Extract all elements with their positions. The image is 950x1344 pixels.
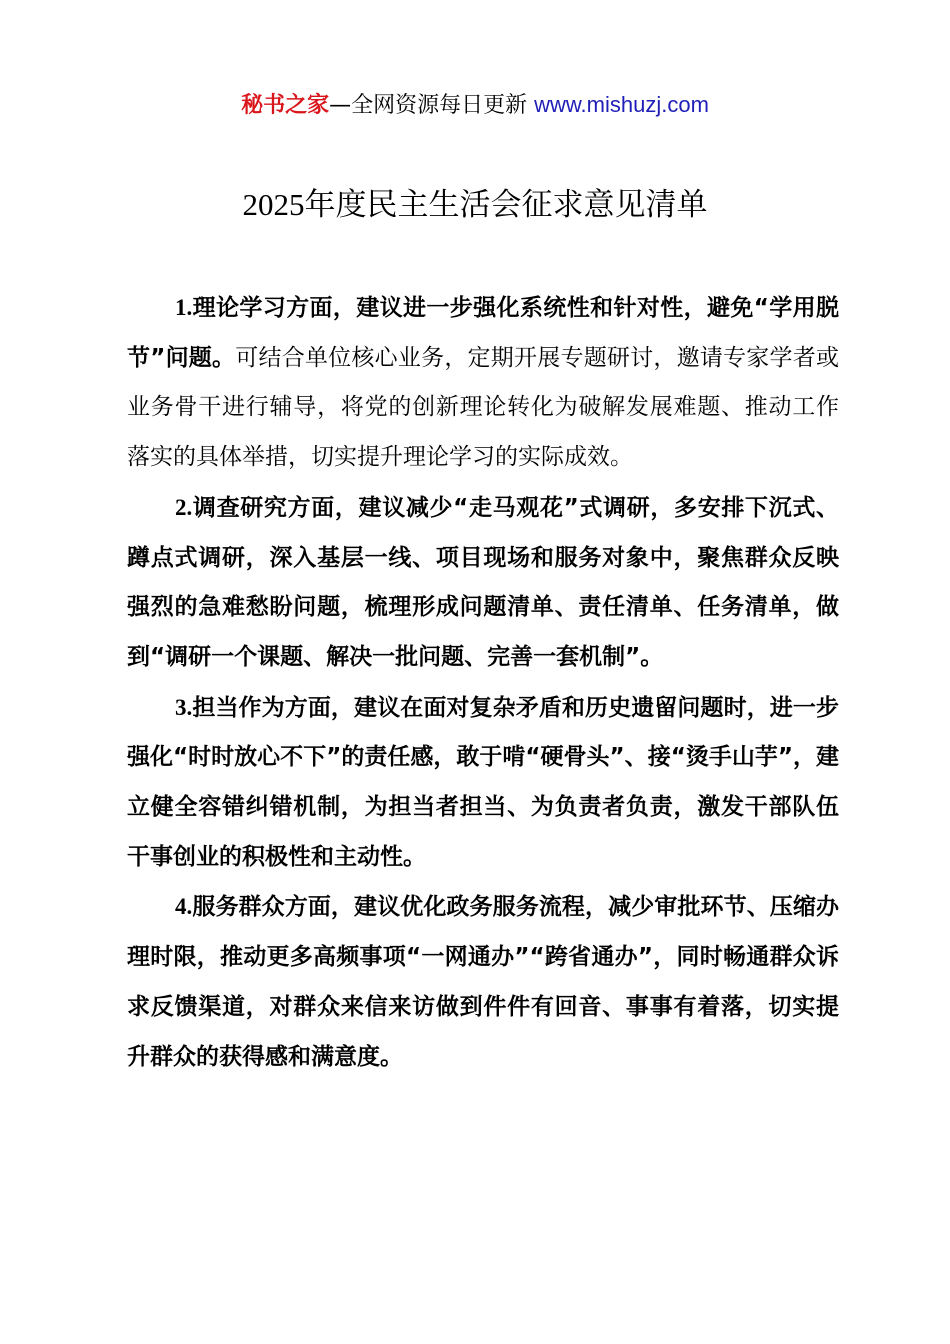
document-body — [127, 283, 839, 1082]
item-number: 1. — [175, 295, 193, 320]
site-tagline: —全网资源每日更新 — [329, 93, 535, 118]
list-item — [127, 283, 839, 483]
item-number: 3. — [175, 694, 193, 720]
brand-name: 秘书之家 — [241, 93, 330, 118]
title-year: 2025 — [242, 187, 305, 222]
item-bold-text: 服务群众方面，建议优化政务服务流程，减少审批环节、压缩办理时限，推动更多高频事项“一网通办”“跨省通办”，同时畅通群众诉求反馈渠道，对群众来信来访做到件件有回音、事事有着落，切实提升群众的获得感和满意度。 — [127, 894, 839, 1070]
list-item — [127, 483, 839, 683]
item-bold-text: 调查研究方面，建议减少“走马观花”式调研，多安排下沉式、蹲点式调研，深入基层一线、项目现场和服务对象中，聚焦群众反映强烈的急难愁盼问题，梳理形成问题清单、责任清单、任务清单，做到“调研一个课题、解决一批问题、完善一套机制”。 — [127, 494, 839, 670]
list-item — [127, 683, 839, 883]
item-number: 2. — [175, 494, 193, 520]
title-text: 年度民主生活会征求意见清单 — [304, 187, 708, 223]
document-title — [0, 183, 950, 227]
list-item — [127, 882, 839, 1082]
item-text: 可结合单位核心业务，定期开展专题研讨，邀请专家学者或业务骨干进行辅导，将党的创新理论转化为破解发展难题、推动工作落实的具体举措，切实提升理论学习的实际成效。 — [127, 344, 839, 471]
item-bold-text: 担当作为方面，建议在面对复杂矛盾和历史遗留问题时，进一步强化“时时放心不下”的责任感，敢于啃“硬骨头”、接“烫手山芋”，建立健全容错纠错机制，为担当者担当、为负责者负责，激发干部队伍干事创业的积极性和主动性。 — [127, 694, 839, 870]
item-number: 4. — [175, 894, 193, 920]
item-bold-text: 理论学习方面，建议进一步强化系统性和针对性，避免“学用脱节”问题。 — [127, 295, 839, 371]
site-header — [0, 88, 950, 123]
site-url-link[interactable]: www.mishuzj.com — [534, 92, 709, 117]
